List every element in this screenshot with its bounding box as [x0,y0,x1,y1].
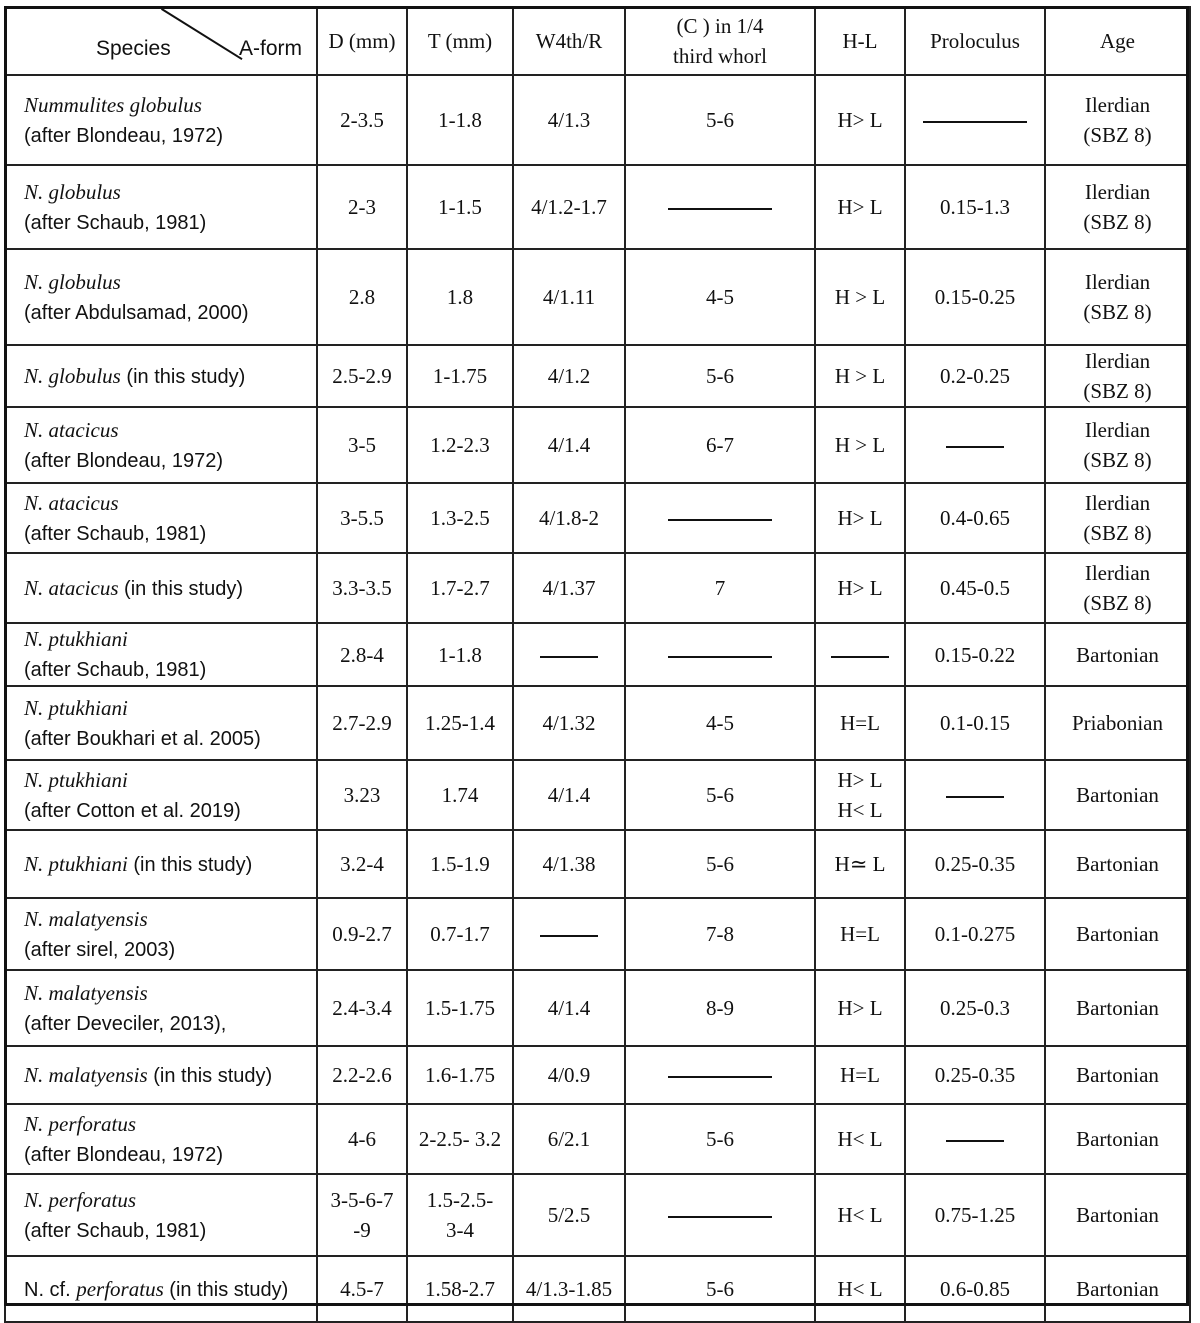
t-value: 1.58-2.7 [425,1277,495,1301]
age-value: Ilerdian [1084,180,1151,204]
t-value: 1.8 [446,285,474,309]
species-source: (after Boukhari et al. 2005) [24,727,261,750]
c-header-line1: (C ) in 1/4 [676,14,764,38]
hl-value: H=L [840,1063,880,1087]
age-value: Bartonian [1076,1063,1159,1087]
age-value: Bartonian [1076,852,1159,876]
age-value: Bartonian [1076,1277,1159,1301]
species-source: (after Schaub, 1981) [24,211,207,234]
w-value: 4/1.4 [547,783,591,807]
age-value: Bartonian [1076,1127,1159,1151]
c-value: 5-6 [706,108,734,132]
age-header: Age [1045,7,1190,75]
d-value: 2-3 [348,195,376,219]
hl-value: H > L [834,285,886,309]
t-value: 1.7-2.7 [430,576,490,600]
species-name: N. malatyensis [24,1062,148,1087]
species-name: N. malatyensis [24,980,148,1005]
c-value: 4-5 [706,711,734,735]
age-value: Ilerdian [1084,561,1151,585]
w-value: 4/1.11 [542,285,596,309]
hl-value: H< L [837,1277,883,1301]
proloculus-value: 0.15-0.25 [934,285,1016,309]
w-value: 4/1.3-1.85 [525,1277,613,1301]
species-name: N. atacicus [24,575,119,600]
d-value-cont: -9 [353,1218,371,1242]
hl-value: H< L [837,1203,883,1227]
t-header: T (mm) [407,7,513,75]
c-value: 4-5 [706,285,734,309]
w-value: 4/1.3 [547,108,591,132]
c-value: 5-6 [706,364,734,388]
species-name: N. perforatus [24,1187,137,1212]
w-header: W4th/R [513,7,625,75]
age-zone: (SBZ 8) [1083,123,1152,147]
hl-value: H> L [837,108,883,132]
t-value: 2-2.5- 3.2 [418,1127,502,1151]
hl-value: H > L [834,364,886,388]
age-zone: (SBZ 8) [1083,379,1152,403]
w-value: 4/1.2-1.7 [531,195,607,219]
c-value: 5-6 [706,1127,734,1151]
proloculus-value: 0.1-0.15 [940,711,1010,735]
proloculus-value: 0.25-0.35 [934,852,1016,876]
species-name: N. globulus [24,363,121,388]
c-value: 7-8 [706,922,734,946]
w-value: 4/1.37 [542,576,596,600]
species-suffix: (in this study) [118,577,243,600]
d-value: 3-5 [348,433,376,457]
w-value: 4/1.4 [547,996,591,1020]
proloculus-value: 0.2-0.25 [940,364,1010,388]
age-zone: (SBZ 8) [1083,591,1152,615]
age-value: Ilerdian [1084,93,1151,117]
c-value: 5-6 [706,852,734,876]
proloculus-value: 0.6-0.85 [940,1277,1010,1301]
species-name: N. ptukhiani [24,851,128,876]
age-value: Bartonian [1076,996,1159,1020]
hl-value: H=L [840,711,880,735]
hl-value: H> L [837,576,883,600]
t-value: 1.2-2.3 [430,433,490,457]
age-value: Ilerdian [1084,491,1151,515]
species-suffix: (in this study) [127,853,253,876]
species-name: N. globulus [24,269,121,294]
age-zone: (SBZ 8) [1083,448,1152,472]
proloculus-value: 0.25-0.3 [940,996,1010,1020]
species-source: (after Schaub, 1981) [24,659,207,681]
age-value: Bartonian [1076,642,1159,667]
species-suffix: (in this study) [163,1278,289,1301]
proloculus-value: 0.4-0.65 [940,506,1010,530]
d-value: 3.3-3.5 [332,576,392,600]
proloculus-value: 0.1-0.275 [934,922,1016,946]
w-value: 4/0.9 [547,1063,591,1087]
hl-value: H< L [837,1127,883,1151]
species-source: (after Blondeau, 1972) [24,1143,224,1166]
t-value: 0.7-1.7 [430,922,490,946]
t-value: 1-1.75 [432,364,488,388]
t-value: 1.5-2.5- [426,1188,494,1212]
hl-value: H> L [837,768,883,792]
t-value: 1-1.8 [438,108,482,132]
d-header: D (mm) [317,7,407,75]
age-zone: (SBZ 8) [1083,521,1152,545]
species-source: (after Schaub, 1981) [24,522,207,545]
age-value: Ilerdian [1084,418,1151,442]
species-name: Nummulites globulus [24,92,202,117]
proloculus-value: 0.15-0.22 [934,642,1016,667]
aform-header: A-form [239,37,302,60]
t-value: 1.3-2.5 [430,506,490,530]
species-suffix: (in this study) [147,1064,273,1087]
species-name: N. atacicus [24,490,119,515]
t-value: 1-1.8 [438,642,482,667]
species-source: (after Blondeau, 1972) [24,449,224,472]
hl-value: H> L [837,996,883,1020]
d-value: 3-5.5 [340,506,384,530]
t-value: 1.25-1.4 [425,711,495,735]
w-value: 6/2.1 [547,1127,591,1151]
w-value: 4/1.38 [542,852,596,876]
c-value: 7 [714,576,726,600]
d-value: 2.2-2.6 [332,1063,392,1087]
c-value: 5-6 [706,1277,734,1301]
t-value-cont: 3-4 [446,1218,474,1242]
d-value: 2.7-2.9 [332,711,392,735]
species-source: (after Blondeau, 1972) [24,124,224,147]
hl-value: H≃ L [834,852,886,876]
hl-value: H=L [840,922,880,946]
d-value: 2.8 [348,285,376,309]
age-value: Bartonian [1076,1203,1159,1227]
species-source: (after Abdulsamad, 2000) [24,301,249,324]
species-name: N. atacicus [24,417,119,442]
hl-value: H> L [837,506,883,530]
age-value: Ilerdian [1084,270,1151,294]
species-name: perforatus [76,1276,164,1301]
species-suffix: (in this study) [120,365,246,388]
proloculus-value: 0.45-0.5 [940,576,1010,600]
t-value: 1.5-1.75 [425,996,495,1020]
table-frame [4,6,1189,1306]
proloculus-value: 0.25-0.35 [934,1063,1016,1087]
age-value: Bartonian [1076,922,1159,946]
w-value: 4/1.8-2 [538,506,600,530]
proloculus-value: 0.15-1.3 [940,195,1010,219]
age-value: Ilerdian [1084,349,1151,373]
w-value: 5/2.5 [547,1203,591,1227]
d-value: 4-6 [348,1127,376,1151]
w-value: 4/1.32 [542,711,596,735]
species-source: (after sirel, 2003) [24,938,176,961]
t-value: 1-1.5 [438,195,482,219]
age-value: Bartonian [1076,783,1159,807]
species-name: N. malatyensis [24,906,148,931]
c-header-line2: third whorl [673,44,767,68]
proloculus-header: Proloculus [905,7,1045,75]
d-value: 2.4-3.4 [332,996,392,1020]
c-value: 6-7 [706,433,734,457]
species-header: Species [96,37,171,60]
hl-value-alt: H< L [837,798,883,822]
d-value: 3.2-4 [340,852,384,876]
proloculus-value: 0.75-1.25 [934,1203,1016,1227]
age-zone: (SBZ 8) [1083,210,1152,234]
species-name: N. perforatus [24,1111,137,1136]
w-value: 4/1.4 [547,433,591,457]
hl-header: H-L [815,7,905,75]
species-source: (after Schaub, 1981) [24,1219,207,1242]
d-value: 4.5-7 [340,1277,384,1301]
c-value: 8-9 [706,996,734,1020]
w-value: 4/1.2 [547,364,591,388]
d-value: 3.23 [343,783,381,807]
age-zone: (SBZ 8) [1083,300,1152,324]
species-source: (after Cotton et al. 2019) [24,799,241,822]
species-name: N. ptukhiani [24,627,128,651]
t-value: 1.6-1.75 [425,1063,495,1087]
age-value: Priabonian [1072,711,1163,735]
hl-value: H > L [834,433,886,457]
d-value: 2-3.5 [340,108,384,132]
hl-value: H> L [837,195,883,219]
species-name: N. globulus [24,179,121,204]
d-value: 2.8-4 [340,642,384,667]
species-name: N. ptukhiani [24,767,128,792]
t-value: 1.74 [441,783,479,807]
c-value: 5-6 [706,783,734,807]
species-prefix: N. cf. [24,1278,77,1301]
species-name: N. ptukhiani [24,695,128,720]
d-value: 0.9-2.7 [332,922,392,946]
d-value: 2.5-2.9 [332,364,392,388]
t-value: 1.5-1.9 [430,852,490,876]
species-source: (after Deveciler, 2013), [24,1012,227,1035]
d-value: 3-5-6-7 [330,1188,394,1212]
